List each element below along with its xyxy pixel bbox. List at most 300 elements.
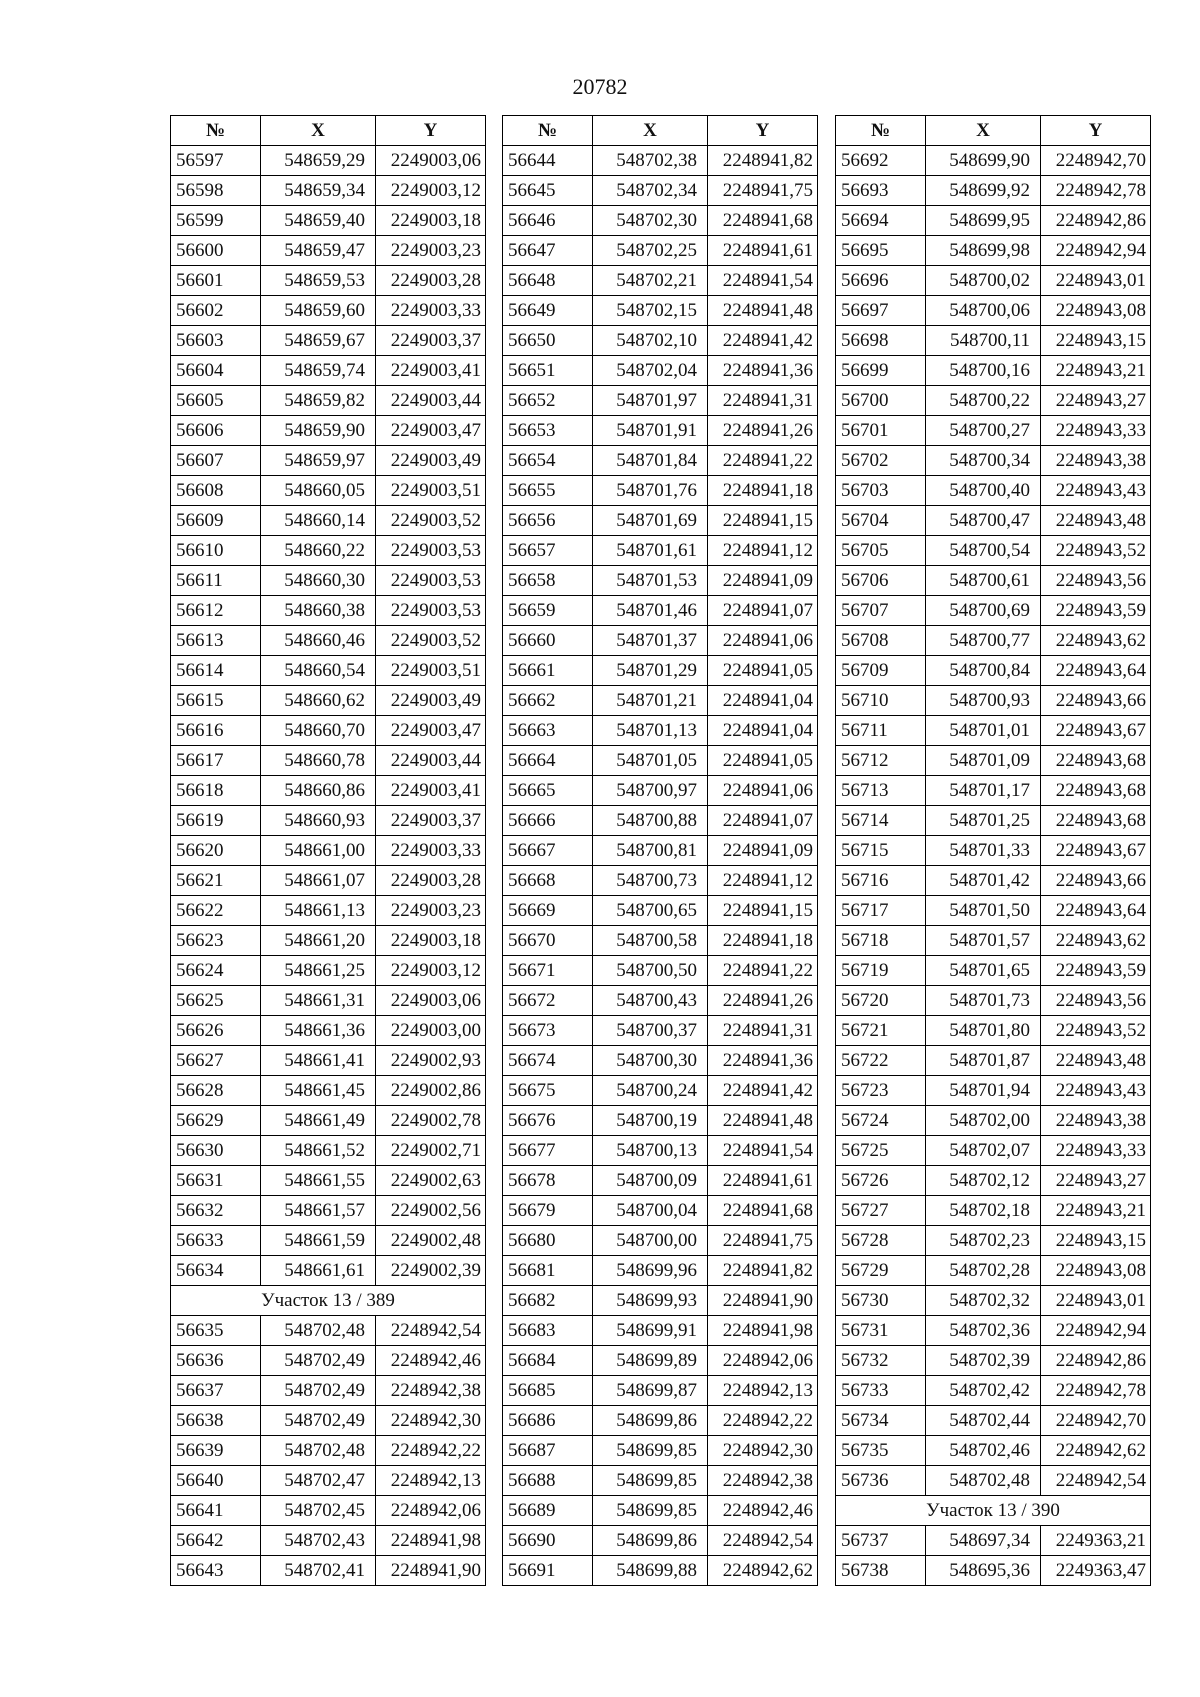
table-row bbox=[171, 656, 486, 686]
point-number-cell: 56613 bbox=[171, 626, 261, 656]
table-row bbox=[171, 1406, 486, 1436]
table-row bbox=[503, 1406, 818, 1436]
table-row bbox=[836, 716, 1151, 746]
point-number-cell: 56704 bbox=[836, 506, 926, 536]
y-coordinate-cell: 2249003,12 bbox=[376, 176, 486, 206]
point-number-cell: 56716 bbox=[836, 866, 926, 896]
y-coordinate-cell: 2249003,44 bbox=[376, 746, 486, 776]
table-row bbox=[836, 1526, 1151, 1556]
x-coordinate-cell: 548659,74 bbox=[261, 356, 376, 386]
x-coordinate-cell: 548659,47 bbox=[261, 236, 376, 266]
x-coordinate-cell: 548660,78 bbox=[261, 746, 376, 776]
y-coordinate-cell: 2248943,15 bbox=[1041, 1226, 1151, 1256]
table-row bbox=[171, 1436, 486, 1466]
y-coordinate-cell: 2248943,43 bbox=[1041, 476, 1151, 506]
table-row bbox=[836, 1106, 1151, 1136]
x-coordinate-cell: 548702,49 bbox=[261, 1376, 376, 1406]
y-coordinate-cell: 2248942,22 bbox=[708, 1406, 818, 1436]
x-coordinate-cell: 548697,34 bbox=[926, 1526, 1041, 1556]
y-coordinate-cell: 2249003,51 bbox=[376, 476, 486, 506]
x-coordinate-cell: 548702,42 bbox=[926, 1376, 1041, 1406]
table-row bbox=[836, 866, 1151, 896]
x-coordinate-cell: 548701,61 bbox=[593, 536, 708, 566]
point-number-cell: 56734 bbox=[836, 1406, 926, 1436]
point-number-cell: 56683 bbox=[503, 1316, 593, 1346]
table-row bbox=[503, 356, 818, 386]
table-row bbox=[503, 866, 818, 896]
point-number-cell: 56610 bbox=[171, 536, 261, 566]
x-coordinate-cell: 548702,36 bbox=[926, 1316, 1041, 1346]
x-coordinate-cell: 548700,30 bbox=[593, 1046, 708, 1076]
y-coordinate-cell: 2248941,82 bbox=[708, 146, 818, 176]
y-coordinate-cell: 2248943,62 bbox=[1041, 926, 1151, 956]
y-coordinate-cell: 2248941,36 bbox=[708, 1046, 818, 1076]
x-coordinate-cell: 548701,46 bbox=[593, 596, 708, 626]
point-number-cell: 56612 bbox=[171, 596, 261, 626]
table-row bbox=[836, 146, 1151, 176]
x-coordinate-cell: 548700,16 bbox=[926, 356, 1041, 386]
y-coordinate-cell: 2249002,71 bbox=[376, 1136, 486, 1166]
point-number-cell: 56715 bbox=[836, 836, 926, 866]
y-coordinate-cell: 2249003,06 bbox=[376, 986, 486, 1016]
y-coordinate-cell: 2249003,33 bbox=[376, 836, 486, 866]
x-coordinate-cell: 548699,90 bbox=[926, 146, 1041, 176]
x-coordinate-cell: 548701,33 bbox=[926, 836, 1041, 866]
y-coordinate-cell: 2249003,41 bbox=[376, 356, 486, 386]
y-coordinate-cell: 2248943,48 bbox=[1041, 1046, 1151, 1076]
y-coordinate-cell: 2249003,18 bbox=[376, 926, 486, 956]
x-coordinate-cell: 548701,84 bbox=[593, 446, 708, 476]
x-coordinate-cell: 548700,24 bbox=[593, 1076, 708, 1106]
y-coordinate-cell: 2248943,64 bbox=[1041, 656, 1151, 686]
y-coordinate-cell: 2248943,56 bbox=[1041, 986, 1151, 1016]
x-coordinate-cell: 548701,94 bbox=[926, 1076, 1041, 1106]
point-number-cell: 56644 bbox=[503, 146, 593, 176]
table-row bbox=[836, 506, 1151, 536]
x-coordinate-cell: 548699,86 bbox=[593, 1526, 708, 1556]
y-coordinate-cell: 2248943,27 bbox=[1041, 386, 1151, 416]
table-row bbox=[503, 296, 818, 326]
x-coordinate-cell: 548700,02 bbox=[926, 266, 1041, 296]
point-number-cell: 56653 bbox=[503, 416, 593, 446]
table-row bbox=[836, 596, 1151, 626]
point-number-cell: 56706 bbox=[836, 566, 926, 596]
point-number-cell: 56694 bbox=[836, 206, 926, 236]
table-row bbox=[171, 1166, 486, 1196]
y-coordinate-cell: 2248943,59 bbox=[1041, 956, 1151, 986]
point-number-cell: 56666 bbox=[503, 806, 593, 836]
table-row bbox=[836, 1256, 1151, 1286]
point-number-cell: 56628 bbox=[171, 1076, 261, 1106]
point-number-cell: 56678 bbox=[503, 1166, 593, 1196]
point-number-cell: 56625 bbox=[171, 986, 261, 1016]
point-number-cell: 56637 bbox=[171, 1376, 261, 1406]
y-coordinate-cell: 2248941,31 bbox=[708, 386, 818, 416]
table-row bbox=[836, 1226, 1151, 1256]
y-coordinate-cell: 2248941,12 bbox=[708, 536, 818, 566]
table-row bbox=[503, 1376, 818, 1406]
point-number-cell: 56657 bbox=[503, 536, 593, 566]
y-coordinate-cell: 2248941,09 bbox=[708, 566, 818, 596]
point-number-cell: 56702 bbox=[836, 446, 926, 476]
x-coordinate-cell: 548702,00 bbox=[926, 1106, 1041, 1136]
table-row bbox=[836, 1046, 1151, 1076]
y-coordinate-cell: 2248943,21 bbox=[1041, 356, 1151, 386]
y-coordinate-cell: 2248941,09 bbox=[708, 836, 818, 866]
table-row bbox=[836, 686, 1151, 716]
point-number-cell: 56640 bbox=[171, 1466, 261, 1496]
y-coordinate-cell: 2248943,59 bbox=[1041, 596, 1151, 626]
x-coordinate-cell: 548701,01 bbox=[926, 716, 1041, 746]
point-number-cell: 56634 bbox=[171, 1256, 261, 1286]
y-coordinate-cell: 2249003,23 bbox=[376, 896, 486, 926]
column-header-x: X bbox=[593, 116, 708, 146]
y-coordinate-cell: 2249002,63 bbox=[376, 1166, 486, 1196]
y-coordinate-cell: 2248943,01 bbox=[1041, 266, 1151, 296]
table-row bbox=[503, 1076, 818, 1106]
y-coordinate-cell: 2248942,46 bbox=[376, 1346, 486, 1376]
x-coordinate-cell: 548700,88 bbox=[593, 806, 708, 836]
x-coordinate-cell: 548700,65 bbox=[593, 896, 708, 926]
point-number-cell: 56605 bbox=[171, 386, 261, 416]
coordinates-table-1 bbox=[170, 115, 486, 1586]
x-coordinate-cell: 548702,28 bbox=[926, 1256, 1041, 1286]
table-row bbox=[503, 1316, 818, 1346]
point-number-cell: 56718 bbox=[836, 926, 926, 956]
y-coordinate-cell: 2248941,90 bbox=[376, 1556, 486, 1586]
table-row bbox=[836, 1316, 1151, 1346]
table-row bbox=[503, 1466, 818, 1496]
y-coordinate-cell: 2248943,62 bbox=[1041, 626, 1151, 656]
x-coordinate-cell: 548661,49 bbox=[261, 1106, 376, 1136]
y-coordinate-cell: 2249003,53 bbox=[376, 596, 486, 626]
y-coordinate-cell: 2248941,42 bbox=[708, 326, 818, 356]
y-coordinate-cell: 2248943,48 bbox=[1041, 506, 1151, 536]
x-coordinate-cell: 548700,93 bbox=[926, 686, 1041, 716]
point-number-cell: 56692 bbox=[836, 146, 926, 176]
table-row bbox=[171, 296, 486, 326]
table-row bbox=[836, 1016, 1151, 1046]
x-coordinate-cell: 548702,12 bbox=[926, 1166, 1041, 1196]
point-number-cell: 56714 bbox=[836, 806, 926, 836]
point-number-cell: 56671 bbox=[503, 956, 593, 986]
point-number-cell: 56696 bbox=[836, 266, 926, 296]
x-coordinate-cell: 548661,36 bbox=[261, 1016, 376, 1046]
y-coordinate-cell: 2248941,07 bbox=[708, 806, 818, 836]
y-coordinate-cell: 2248943,52 bbox=[1041, 536, 1151, 566]
x-coordinate-cell: 548661,57 bbox=[261, 1196, 376, 1226]
y-coordinate-cell: 2248942,70 bbox=[1041, 146, 1151, 176]
point-number-cell: 56661 bbox=[503, 656, 593, 686]
point-number-cell: 56679 bbox=[503, 1196, 593, 1226]
table-row bbox=[836, 176, 1151, 206]
point-number-cell: 56695 bbox=[836, 236, 926, 266]
point-number-cell: 56709 bbox=[836, 656, 926, 686]
point-number-cell: 56682 bbox=[503, 1286, 593, 1316]
table-row bbox=[171, 716, 486, 746]
table-row bbox=[836, 836, 1151, 866]
y-coordinate-cell: 2249003,53 bbox=[376, 566, 486, 596]
point-number-cell: 56669 bbox=[503, 896, 593, 926]
table-row bbox=[503, 446, 818, 476]
x-coordinate-cell: 548701,42 bbox=[926, 866, 1041, 896]
x-coordinate-cell: 548699,95 bbox=[926, 206, 1041, 236]
table-row bbox=[171, 686, 486, 716]
x-coordinate-cell: 548660,05 bbox=[261, 476, 376, 506]
x-coordinate-cell: 548702,39 bbox=[926, 1346, 1041, 1376]
x-coordinate-cell: 548659,82 bbox=[261, 386, 376, 416]
y-coordinate-cell: 2248942,06 bbox=[376, 1496, 486, 1526]
point-number-cell: 56659 bbox=[503, 596, 593, 626]
table-row bbox=[836, 656, 1151, 686]
y-coordinate-cell: 2249003,49 bbox=[376, 446, 486, 476]
x-coordinate-cell: 548700,09 bbox=[593, 1166, 708, 1196]
point-number-cell: 56629 bbox=[171, 1106, 261, 1136]
y-coordinate-cell: 2248942,46 bbox=[708, 1496, 818, 1526]
x-coordinate-cell: 548661,13 bbox=[261, 896, 376, 926]
point-number-cell: 56722 bbox=[836, 1046, 926, 1076]
y-coordinate-cell: 2248941,42 bbox=[708, 1076, 818, 1106]
y-coordinate-cell: 2249003,28 bbox=[376, 266, 486, 296]
y-coordinate-cell: 2249363,21 bbox=[1041, 1526, 1151, 1556]
y-coordinate-cell: 2249003,00 bbox=[376, 1016, 486, 1046]
y-coordinate-cell: 2248942,86 bbox=[1041, 206, 1151, 236]
y-coordinate-cell: 2248943,68 bbox=[1041, 776, 1151, 806]
x-coordinate-cell: 548702,18 bbox=[926, 1196, 1041, 1226]
table-row bbox=[171, 626, 486, 656]
point-number-cell: 56664 bbox=[503, 746, 593, 776]
table-row bbox=[503, 266, 818, 296]
table-row bbox=[836, 386, 1151, 416]
x-coordinate-cell: 548661,55 bbox=[261, 1166, 376, 1196]
table-row bbox=[836, 206, 1151, 236]
y-coordinate-cell: 2248942,13 bbox=[376, 1466, 486, 1496]
point-number-cell: 56725 bbox=[836, 1136, 926, 1166]
point-number-cell: 56724 bbox=[836, 1106, 926, 1136]
column-header-x: X bbox=[261, 116, 376, 146]
y-coordinate-cell: 2248943,67 bbox=[1041, 716, 1151, 746]
table-row bbox=[503, 1286, 818, 1316]
x-coordinate-cell: 548701,97 bbox=[593, 386, 708, 416]
table-row bbox=[503, 146, 818, 176]
y-coordinate-cell: 2248942,62 bbox=[1041, 1436, 1151, 1466]
table-row bbox=[171, 1466, 486, 1496]
x-coordinate-cell: 548701,37 bbox=[593, 626, 708, 656]
point-number-cell: 56717 bbox=[836, 896, 926, 926]
table-row bbox=[503, 1016, 818, 1046]
point-number-cell: 56604 bbox=[171, 356, 261, 386]
x-coordinate-cell: 548702,48 bbox=[261, 1316, 376, 1346]
x-coordinate-cell: 548700,84 bbox=[926, 656, 1041, 686]
point-number-cell: 56614 bbox=[171, 656, 261, 686]
x-coordinate-cell: 548702,38 bbox=[593, 146, 708, 176]
y-coordinate-cell: 2248943,52 bbox=[1041, 1016, 1151, 1046]
x-coordinate-cell: 548701,25 bbox=[926, 806, 1041, 836]
table-row bbox=[503, 416, 818, 446]
table-row bbox=[171, 206, 486, 236]
x-coordinate-cell: 548660,70 bbox=[261, 716, 376, 746]
point-number-cell: 56685 bbox=[503, 1376, 593, 1406]
point-number-cell: 56656 bbox=[503, 506, 593, 536]
table-row bbox=[503, 926, 818, 956]
y-coordinate-cell: 2248941,05 bbox=[708, 746, 818, 776]
y-coordinate-cell: 2249363,47 bbox=[1041, 1556, 1151, 1586]
y-coordinate-cell: 2248943,33 bbox=[1041, 1136, 1151, 1166]
y-coordinate-cell: 2248942,38 bbox=[708, 1466, 818, 1496]
y-coordinate-cell: 2248941,68 bbox=[708, 1196, 818, 1226]
x-coordinate-cell: 548702,34 bbox=[593, 176, 708, 206]
point-number-cell: 56668 bbox=[503, 866, 593, 896]
table-row bbox=[836, 296, 1151, 326]
point-number-cell: 56598 bbox=[171, 176, 261, 206]
x-coordinate-cell: 548701,65 bbox=[926, 956, 1041, 986]
point-number-cell: 56691 bbox=[503, 1556, 593, 1586]
x-coordinate-cell: 548660,54 bbox=[261, 656, 376, 686]
y-coordinate-cell: 2249003,28 bbox=[376, 866, 486, 896]
y-coordinate-cell: 2249003,33 bbox=[376, 296, 486, 326]
table-row bbox=[171, 776, 486, 806]
x-coordinate-cell: 548699,85 bbox=[593, 1466, 708, 1496]
table-header-row bbox=[171, 116, 486, 146]
x-coordinate-cell: 548700,81 bbox=[593, 836, 708, 866]
table-row bbox=[836, 356, 1151, 386]
x-coordinate-cell: 548659,97 bbox=[261, 446, 376, 476]
y-coordinate-cell: 2248942,06 bbox=[708, 1346, 818, 1376]
table-row bbox=[503, 1136, 818, 1166]
x-coordinate-cell: 548699,93 bbox=[593, 1286, 708, 1316]
y-coordinate-cell: 2248941,36 bbox=[708, 356, 818, 386]
point-number-cell: 56726 bbox=[836, 1166, 926, 1196]
x-coordinate-cell: 548700,58 bbox=[593, 926, 708, 956]
table-row bbox=[503, 1436, 818, 1466]
point-number-cell: 56623 bbox=[171, 926, 261, 956]
y-coordinate-cell: 2248941,61 bbox=[708, 236, 818, 266]
x-coordinate-cell: 548702,49 bbox=[261, 1406, 376, 1436]
table-row bbox=[503, 686, 818, 716]
x-coordinate-cell: 548695,36 bbox=[926, 1556, 1041, 1586]
table-row bbox=[171, 176, 486, 206]
x-coordinate-cell: 548701,21 bbox=[593, 686, 708, 716]
x-coordinate-cell: 548702,10 bbox=[593, 326, 708, 356]
point-number-cell: 56670 bbox=[503, 926, 593, 956]
y-coordinate-cell: 2248942,78 bbox=[1041, 176, 1151, 206]
point-number-cell: 56621 bbox=[171, 866, 261, 896]
x-coordinate-cell: 548699,87 bbox=[593, 1376, 708, 1406]
x-coordinate-cell: 548702,49 bbox=[261, 1346, 376, 1376]
table-row bbox=[171, 566, 486, 596]
y-coordinate-cell: 2248941,07 bbox=[708, 596, 818, 626]
y-coordinate-cell: 2249003,18 bbox=[376, 206, 486, 236]
y-coordinate-cell: 2248943,56 bbox=[1041, 566, 1151, 596]
table-row bbox=[503, 236, 818, 266]
column-header-number: № bbox=[503, 116, 593, 146]
x-coordinate-cell: 548702,46 bbox=[926, 1436, 1041, 1466]
y-coordinate-cell: 2248941,54 bbox=[708, 1136, 818, 1166]
point-number-cell: 56690 bbox=[503, 1526, 593, 1556]
table-row bbox=[171, 356, 486, 386]
y-coordinate-cell: 2249003,44 bbox=[376, 386, 486, 416]
point-number-cell: 56638 bbox=[171, 1406, 261, 1436]
table-row bbox=[503, 326, 818, 356]
x-coordinate-cell: 548660,93 bbox=[261, 806, 376, 836]
x-coordinate-cell: 548702,25 bbox=[593, 236, 708, 266]
x-coordinate-cell: 548702,15 bbox=[593, 296, 708, 326]
table-row bbox=[503, 176, 818, 206]
table-row bbox=[171, 1316, 486, 1346]
point-number-cell: 56642 bbox=[171, 1526, 261, 1556]
table-row bbox=[171, 386, 486, 416]
y-coordinate-cell: 2248941,05 bbox=[708, 656, 818, 686]
point-number-cell: 56641 bbox=[171, 1496, 261, 1526]
table-row bbox=[836, 746, 1151, 776]
x-coordinate-cell: 548700,19 bbox=[593, 1106, 708, 1136]
y-coordinate-cell: 2248943,68 bbox=[1041, 806, 1151, 836]
y-coordinate-cell: 2248941,82 bbox=[708, 1256, 818, 1286]
x-coordinate-cell: 548660,62 bbox=[261, 686, 376, 716]
table-row bbox=[836, 956, 1151, 986]
x-coordinate-cell: 548661,41 bbox=[261, 1046, 376, 1076]
point-number-cell: 56738 bbox=[836, 1556, 926, 1586]
table-row bbox=[503, 776, 818, 806]
y-coordinate-cell: 2248941,68 bbox=[708, 206, 818, 236]
point-number-cell: 56624 bbox=[171, 956, 261, 986]
x-coordinate-cell: 548702,43 bbox=[261, 1526, 376, 1556]
y-coordinate-cell: 2249003,47 bbox=[376, 716, 486, 746]
y-coordinate-cell: 2248942,78 bbox=[1041, 1376, 1151, 1406]
table-row bbox=[836, 1556, 1151, 1586]
y-coordinate-cell: 2248942,22 bbox=[376, 1436, 486, 1466]
x-coordinate-cell: 548699,89 bbox=[593, 1346, 708, 1376]
y-coordinate-cell: 2249003,06 bbox=[376, 146, 486, 176]
point-number-cell: 56606 bbox=[171, 416, 261, 446]
point-number-cell: 56602 bbox=[171, 296, 261, 326]
table-row bbox=[503, 626, 818, 656]
point-number-cell: 56677 bbox=[503, 1136, 593, 1166]
x-coordinate-cell: 548700,37 bbox=[593, 1016, 708, 1046]
x-coordinate-cell: 548700,50 bbox=[593, 956, 708, 986]
y-coordinate-cell: 2249002,78 bbox=[376, 1106, 486, 1136]
y-coordinate-cell: 2248941,90 bbox=[708, 1286, 818, 1316]
point-number-cell: 56616 bbox=[171, 716, 261, 746]
point-number-cell: 56729 bbox=[836, 1256, 926, 1286]
y-coordinate-cell: 2248943,64 bbox=[1041, 896, 1151, 926]
y-coordinate-cell: 2248941,54 bbox=[708, 266, 818, 296]
point-number-cell: 56627 bbox=[171, 1046, 261, 1076]
x-coordinate-cell: 548701,73 bbox=[926, 986, 1041, 1016]
table-row bbox=[171, 806, 486, 836]
table-row bbox=[836, 236, 1151, 266]
table-row bbox=[503, 206, 818, 236]
point-number-cell: 56660 bbox=[503, 626, 593, 656]
x-coordinate-cell: 548700,40 bbox=[926, 476, 1041, 506]
y-coordinate-cell: 2248943,43 bbox=[1041, 1076, 1151, 1106]
x-coordinate-cell: 548702,44 bbox=[926, 1406, 1041, 1436]
section-row bbox=[836, 1496, 1151, 1526]
y-coordinate-cell: 2248942,13 bbox=[708, 1376, 818, 1406]
y-coordinate-cell: 2249003,52 bbox=[376, 626, 486, 656]
x-coordinate-cell: 548700,22 bbox=[926, 386, 1041, 416]
table-row bbox=[836, 986, 1151, 1016]
point-number-cell: 56619 bbox=[171, 806, 261, 836]
y-coordinate-cell: 2249003,47 bbox=[376, 416, 486, 446]
table-row bbox=[171, 1346, 486, 1376]
y-coordinate-cell: 2248941,75 bbox=[708, 176, 818, 206]
y-coordinate-cell: 2248943,38 bbox=[1041, 446, 1151, 476]
point-number-cell: 56699 bbox=[836, 356, 926, 386]
y-coordinate-cell: 2248941,06 bbox=[708, 776, 818, 806]
point-number-cell: 56733 bbox=[836, 1376, 926, 1406]
table-row bbox=[171, 896, 486, 926]
